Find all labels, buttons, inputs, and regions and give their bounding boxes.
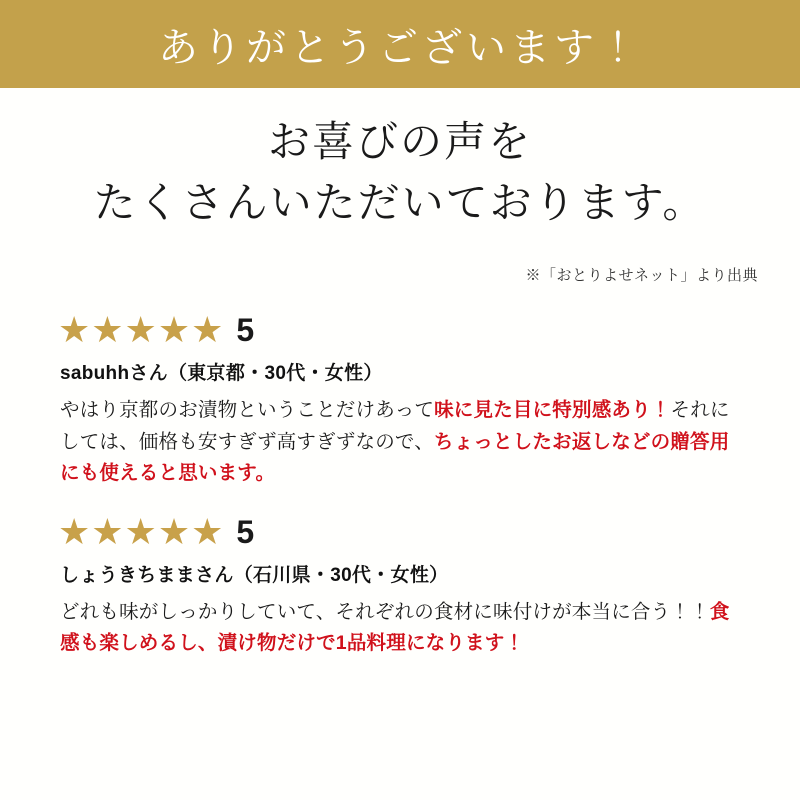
review-body (60, 395, 748, 490)
review-item (58, 309, 748, 490)
reviewer-name: sabuhhさん（東京都・30代・女性） (60, 363, 383, 384)
source-note: ※「おとりよせネット」より出典 (525, 267, 758, 284)
rating-row (58, 510, 748, 552)
page-title-line-2: たくさんいただいております。 (93, 177, 707, 227)
reviewer-name: しょうきちままさん（石川県・30代・女性） (60, 564, 449, 586)
thank-you-banner (0, 0, 800, 88)
review-list (58, 309, 748, 684)
rating-score: 5 (236, 513, 255, 550)
review-text-segment: やはり京都のお漬物ということだけあって (60, 399, 435, 421)
review-item (58, 510, 748, 660)
review-text-highlight: 味に見た目に特別感あり！ (434, 399, 671, 421)
review-body (60, 597, 748, 660)
rating-score: 5 (236, 312, 255, 348)
review-text-highlight: ちょっとしたお返しなどの贈答用にも使えると思います。 (60, 430, 730, 485)
page-title (0, 112, 800, 234)
rating-row (58, 309, 748, 350)
banner-inner (0, 0, 800, 88)
review-text-segment: それにしては、価格も安すぎず高すぎずなので、 (60, 399, 730, 453)
banner-text: ありがとうございます！ (158, 24, 642, 71)
review-text-highlight: 食感も楽しめるし、漬け物だけで1品料理になります！ (60, 600, 730, 655)
page-title-line-1: お喜びの声を (267, 117, 532, 166)
star-rating-icon: ★★★★★ (58, 510, 225, 552)
review-text-segment: どれも味がしっかりしていて、それぞれの食材に味付けが本当に合う！！ (60, 600, 710, 623)
star-rating-icon: ★★★★★ (58, 309, 225, 350)
